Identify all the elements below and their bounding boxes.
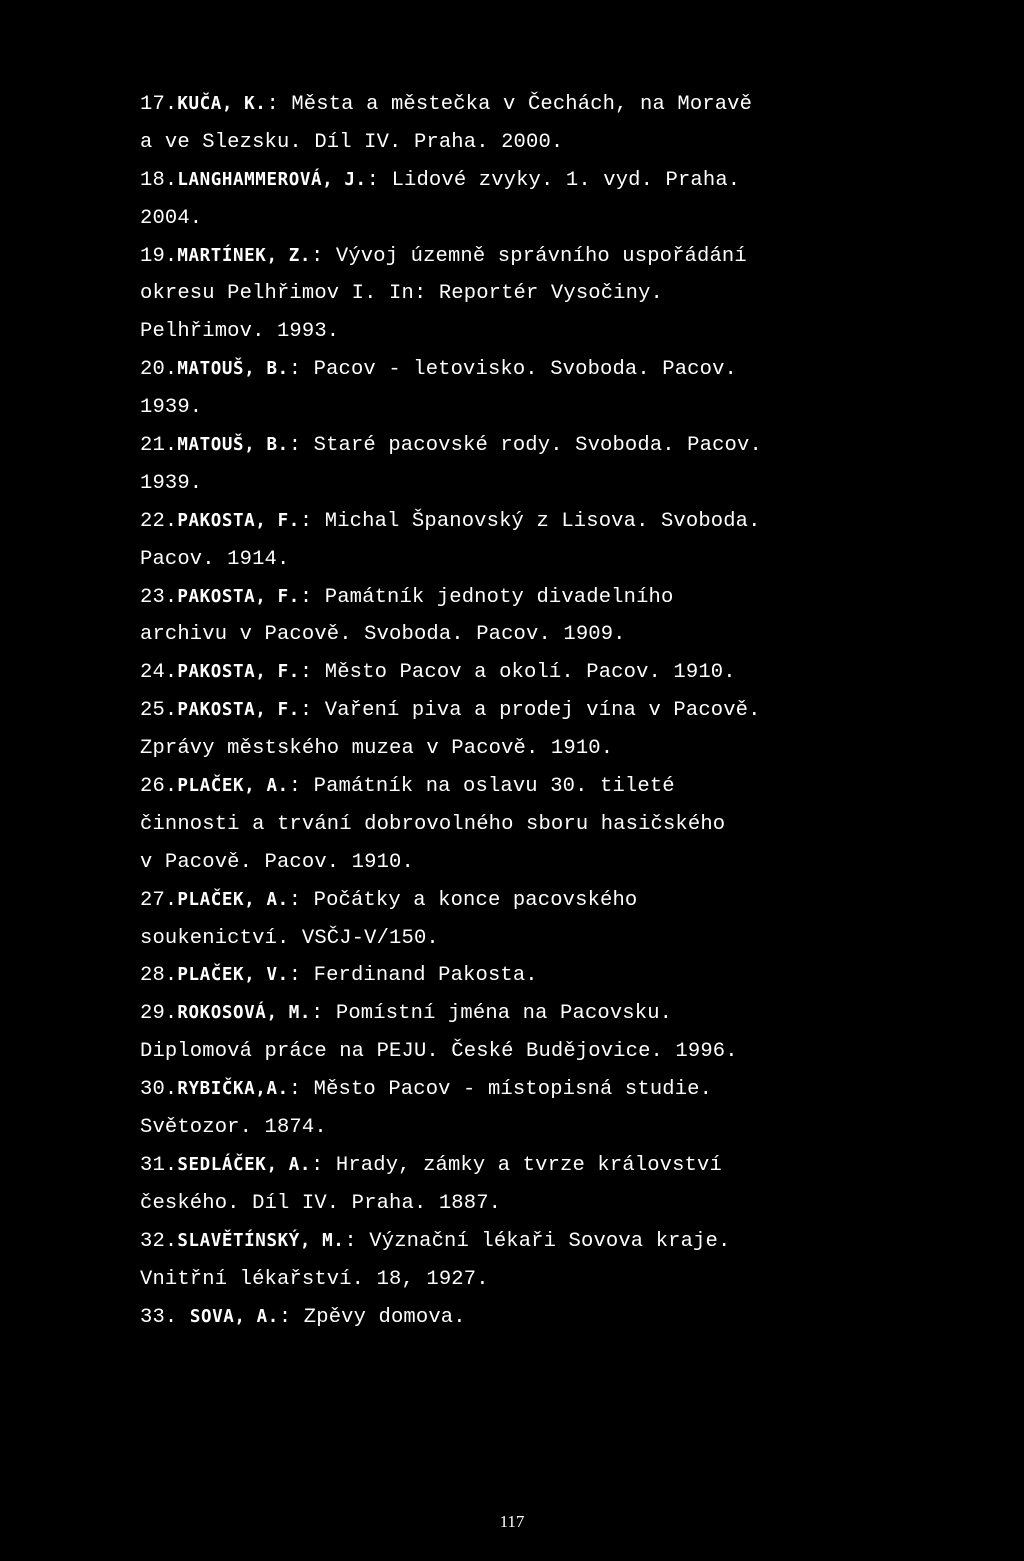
- reference-author: MATOUŠ, B.: [177, 435, 289, 456]
- reference-number: 31.: [140, 1153, 178, 1177]
- reference-number: 30.: [140, 1078, 178, 1102]
- reference-text: : Památník jednoty divadelního: [299, 585, 674, 609]
- reference-line: [140, 730, 960, 768]
- reference-line: [140, 427, 960, 465]
- reference-author: MARTÍNEK, Z.: [177, 245, 311, 266]
- reference-line: [140, 541, 960, 579]
- reference-text: : Hrady, zámky a tvrze království: [311, 1153, 722, 1177]
- reference-line: [140, 465, 960, 503]
- reference-text: archivu v Pacově. Svoboda. Pacov. 1909.: [140, 623, 626, 647]
- reference-text: : Zpěvy domova.: [278, 1305, 466, 1329]
- reference-text: v Pacově. Pacov. 1910.: [140, 850, 414, 874]
- reference-author: ROKOSOVÁ, M.: [177, 1003, 311, 1024]
- reference-line: [140, 957, 960, 995]
- reference-text: Diplomová práce na PEJU. České Budějovice. 1996.: [140, 1040, 738, 1064]
- reference-line: [140, 882, 960, 920]
- reference-author: PAKOSTA, F.: [177, 586, 300, 607]
- reference-text: : Památník na oslavu 30. tileté: [288, 775, 675, 799]
- reference-author: SLAVĚTÍNSKÝ, M.: [177, 1230, 345, 1251]
- reference-line: [140, 844, 960, 882]
- reference-number: 20.: [140, 358, 178, 382]
- reference-line: [140, 313, 960, 351]
- reference-line: [140, 86, 960, 124]
- reference-author: SOVA, A.: [189, 1306, 279, 1327]
- reference-number: 17.: [140, 93, 178, 116]
- reference-text: 1939.: [140, 471, 203, 495]
- reference-number: 22.: [140, 509, 178, 533]
- reference-line: [140, 162, 960, 200]
- reference-text: okresu Pelhřimov I. In: Reportér Vysočiny.: [140, 282, 663, 306]
- reference-number: 23.: [140, 585, 178, 609]
- reference-text: Pelhřimov. 1993.: [140, 320, 340, 344]
- reference-line: [140, 579, 960, 617]
- reference-text: 1939.: [140, 396, 203, 420]
- reference-text: Zprávy městského muzea v Pacově. 1910.: [140, 737, 614, 761]
- reference-text: a ve Slezsku. Díl IV. Praha. 2000.: [140, 130, 564, 154]
- reference-text: českého. Díl IV. Praha. 1887.: [140, 1191, 502, 1215]
- reference-text: : Pomístní jména na Pacovsku.: [311, 1002, 673, 1026]
- reference-line: [140, 654, 960, 692]
- reference-number: 21.: [140, 434, 178, 458]
- reference-line: [140, 1147, 960, 1185]
- reference-text: : Počátky a konce pacovského: [288, 888, 638, 912]
- reference-line: [140, 238, 960, 276]
- reference-line: [140, 200, 960, 238]
- reference-author: LANGHAMMEROVÁ, J.: [177, 169, 367, 190]
- reference-author: PAKOSTA, F.: [177, 510, 300, 531]
- reference-text: : Města a městečka v Čechách, na Moravě: [266, 93, 753, 116]
- reference-author: PLAČEK, A.: [177, 889, 289, 910]
- reference-text: Světozor. 1874.: [140, 1116, 327, 1140]
- reference-line: [140, 1185, 960, 1223]
- reference-line: [140, 1299, 960, 1337]
- reference-line: [140, 1033, 960, 1071]
- reference-line: [140, 124, 960, 162]
- reference-text: : Město Pacov a okolí. Pacov. 1910.: [299, 661, 736, 685]
- reference-text: : Michal Španovský z Lisova. Svoboda.: [299, 509, 761, 533]
- reference-text: : Vývoj územně správního uspořádání: [311, 244, 747, 268]
- reference-line: [140, 920, 960, 958]
- reference-list: [140, 86, 960, 1336]
- reference-author: PLAČEK, A.: [177, 776, 289, 797]
- reference-text: : Lidové zvyky. 1. vyd. Praha.: [366, 168, 741, 192]
- reference-number: 18.: [140, 168, 178, 192]
- reference-author: PLAČEK, V.: [177, 965, 289, 986]
- reference-text: : Staré pacovské rody. Svoboda. Pacov.: [288, 434, 762, 458]
- reference-author: PAKOSTA, F.: [177, 700, 300, 721]
- reference-text: : Město Pacov - místopisná studie.: [288, 1078, 713, 1102]
- reference-author: PAKOSTA, F.: [177, 662, 300, 683]
- reference-author: MATOUŠ, B.: [177, 359, 289, 380]
- reference-author: SEDLÁČEK, A.: [177, 1154, 311, 1175]
- reference-line: [140, 275, 960, 313]
- reference-text: : Pacov - letovisko. Svoboda. Pacov.: [288, 358, 737, 382]
- reference-number: 27.: [140, 888, 178, 912]
- reference-author: KUČA, K.: [177, 94, 267, 114]
- reference-line: [140, 351, 960, 389]
- reference-line: [140, 806, 960, 844]
- reference-number: 33.: [140, 1305, 190, 1329]
- reference-text: : Ferdinand Pakosta.: [288, 964, 538, 988]
- reference-text: 2004.: [140, 206, 203, 230]
- reference-author: RYBIČKA,A.: [177, 1079, 289, 1100]
- reference-text: činnosti a trvání dobrovolného sboru hasičského: [140, 812, 726, 836]
- reference-number: 32.: [140, 1229, 178, 1253]
- reference-text: Vnitřní lékařství. 18, 1927.: [140, 1267, 489, 1291]
- reference-text: Pacov. 1914.: [140, 547, 290, 571]
- reference-number: 28.: [140, 964, 178, 988]
- reference-number: 29.: [140, 1002, 178, 1026]
- reference-line: [140, 768, 960, 806]
- reference-line: [140, 616, 960, 654]
- reference-text: : Vaření piva a prodej vína v Pacově.: [299, 699, 761, 723]
- reference-number: 24.: [140, 661, 178, 685]
- reference-text: soukenictví. VSČJ-V/150.: [140, 926, 439, 950]
- reference-line: [140, 1223, 960, 1261]
- page-number: 117: [499, 1512, 525, 1531]
- reference-line: [140, 995, 960, 1033]
- reference-text: : Význační lékaři Sovova kraje.: [344, 1229, 731, 1253]
- reference-number: 26.: [140, 775, 178, 799]
- reference-line: [140, 1109, 960, 1147]
- reference-line: [140, 1261, 960, 1299]
- reference-line: [140, 1071, 960, 1109]
- reference-number: 19.: [140, 244, 178, 268]
- reference-line: [140, 692, 960, 730]
- reference-line: [140, 389, 960, 427]
- reference-number: 25.: [140, 699, 178, 723]
- reference-line: [140, 503, 960, 541]
